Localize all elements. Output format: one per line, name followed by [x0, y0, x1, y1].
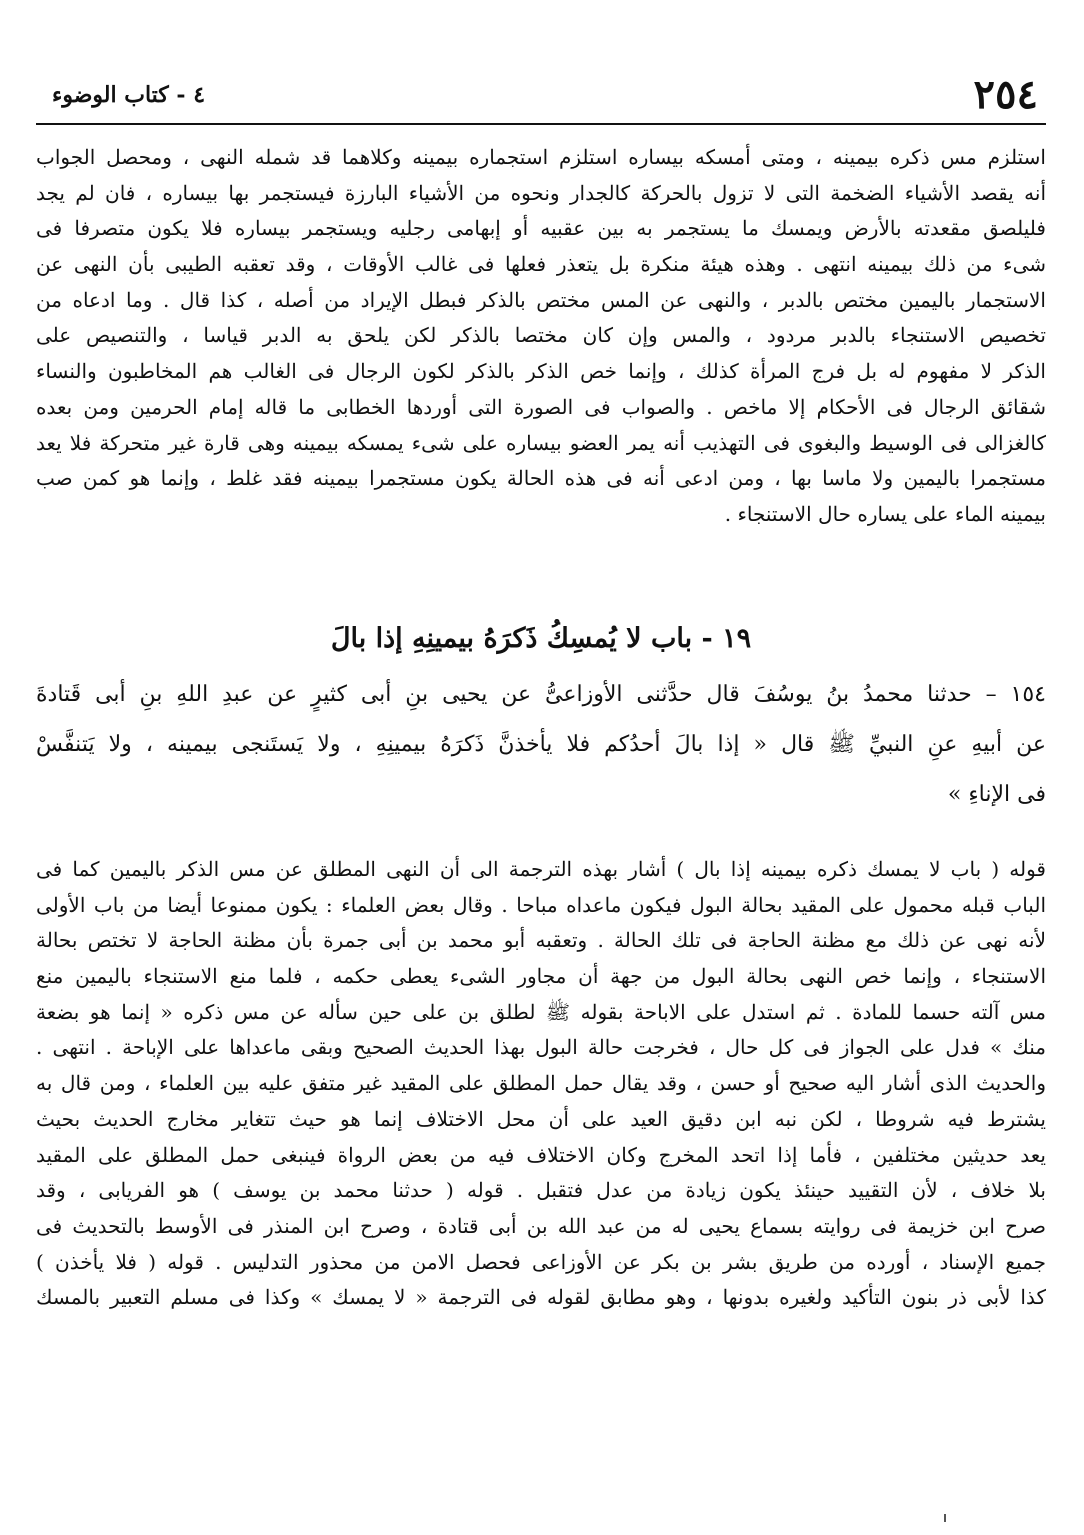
- text-line: أنه يقصد الأشياء الضخمة التى لا تزول بالحركة كالجدار ونحوه من الأشياء البارزة فيستجمر بها بيساره ، فان لم يجد: [36, 180, 1046, 205]
- text-line: مستجمرا باليمين ولا ماسا بها ، ومن ادعى أنه فى هذه الحالة يكون مستجمرا بيمينه فقد غلط ، وإنما هو كمن صب: [36, 466, 1046, 491]
- text-line: صرح ابن خزيمة فى روايته بسماع يحيى له من عبد الله بن أبى قتادة ، وصرح ابن المنذر فى الأوسط بالتحديث فى: [36, 1213, 1046, 1238]
- page-number: ٢٥٤: [973, 71, 1038, 118]
- header-rule: [36, 123, 1046, 125]
- text-line: بلا خلاف ، لأن التقييد حينئذ يكون زيادة من عدل فتقبل . قوله ( حدثنا محمد بن يوسف ) هو الفريابى ، وقد: [36, 1178, 1046, 1203]
- book-title: ٤ - كتاب الوضوء: [52, 82, 206, 108]
- text-line: استلزم مس ذكره بيمينه ، ومتى أمسكه بيساره استلزم استجماره بيمينه وكلاهما قد شمله النهى ، ومحصل الجواب: [36, 145, 1046, 169]
- text-line: مس آلته حسما للمادة . ثم استدل على الاباحة بقوله ﷺ لطلق بن على حين سأله عن مس ذكره « إنما هو بضعة: [36, 999, 1046, 1024]
- text-line: الاستنجاء ، وإنما خص النهى بحالة البول من جهة أن مجاور الشىء يعطى حكمه ، فلما منع الاستنجاء باليمين منع: [36, 964, 1046, 989]
- page-header: [36, 72, 1046, 122]
- text-line: يعد حديثين مختلفين ، فأما إذا اتحد المخرج وكان الاختلاف فيه من بعض الرواة فينبغى حمل المطلق على المقيد: [36, 1142, 1046, 1167]
- hadith-line: ١٥٤ – حدثنا محمدُ بنُ يوسُفَ قال حدَّثنى الأوزاعىُّ عن يحيى بنِ أبى كثيرٍ عن عبدِ اللهِ بنِ أبى قَتادةَ: [36, 682, 1046, 707]
- text-line: قوله ( باب لا يمسك ذكره بيمينه إذا بال ) أشار بهذه الترجمة الى أن النهى المطلق عن مس الذكر باليمين كما فى: [36, 857, 1046, 881]
- commentary-top: [36, 140, 1046, 533]
- print-mark: [944, 1514, 946, 1522]
- text-line: فليلصق مقعدته بالأرض ويمسك ما يستجمر به بين عقبيه أو إبهامى رجليه ويستجمر بيساره فلا يكون متصرفا فى: [36, 216, 1046, 241]
- hadith-line: عن أبيهِ عنِ النبيِّ ﷺ قال « إذا بالَ أحدُكم فلا يأخذنَّ ذَكرَهُ بيمينِهِ ، ولا يَستَنجى بيمينه ، ولا يَتنفَّسْ: [36, 732, 1046, 757]
- text-line: جميع الإسناد ، أورده من طريق بشر بن بكر عن الأوزاعى فحصل الامن من محذور التدليس . قوله ( فلا يأخذن ): [36, 1249, 1046, 1274]
- text-line: لأنه نهى عن ذلك مع مظنة الحاجة فى تلك الحالة . وتعقبه أبو محمد بن أبى جمرة بأن مظنة الحاجة لا تختص بحالة: [36, 928, 1046, 953]
- text-line: والحديث الذى أشار اليه صحيح أو حسن ، وقد يقال حمل المطلق على المقيد غير متفق عليه بين العلماء ، ومن قال به: [36, 1071, 1046, 1096]
- text-line: بيمينه الماء على يساره حال الاستنجاء .: [724, 501, 1046, 526]
- text-line: شقائق الرجال فى الأحكام إلا ماخص . والصواب فى الصورة التى أوردها الخطابى ما قاله إمام الحرمين ومن بعده: [36, 394, 1046, 419]
- hadith-text: [36, 670, 1046, 820]
- commentary-bottom: [36, 852, 1046, 1316]
- text-line: تخصيص الاستنجاء بالدبر مردود ، والمس وإن كان مختصا بالذكر لكن يلحق به الدبر قياسا ، والتنصيص على: [36, 323, 1046, 348]
- text-line: كذا لأبى ذر بنون التأكيد ولغيره بدونها ، وهو مطابق لقوله فى الترجمة « لا يمسك » وكذا فى مسلم التعبير بالمسك: [36, 1285, 1046, 1310]
- text-line: كالغزالى فى الوسيط والبغوى فى التهذيب أنه يمر العضو بيساره على شىء يمسكه بيمينه وهى قارة غير متحركة فلا يعد: [36, 430, 1046, 455]
- hadith-line: فى الإناءِ »: [947, 782, 1046, 807]
- chapter-heading: ١٩ - باب لا يُمسِكُ ذَكرَهُ بيمينِهِ إذا بالَ: [330, 623, 752, 654]
- text-line: الاستجمار باليمين مختص بالدبر ، والنهى عن المس مختص بالذكر فبطل الإيراد من أصله ، كذا قال . وما ادعاه من: [36, 287, 1046, 312]
- text-line: منك » فدل على الجواز فى كل حال ، فخرجت حالة البول بهذا الحديث الصحيح وبقى ماعداها على الإباحة . انتهى .: [36, 1035, 1046, 1060]
- text-line: شىء من ذلك بيمينه انتهى . وهذه هيئة منكرة بل يتعذر فعلها فى غالب الأوقات ، وقد تعقبه الطيبى بأن النهى عن: [36, 252, 1046, 277]
- text-line: الباب قبله محمول على المقيد بحالة البول فيكون ماعداه مباحا . وقال بعض العلماء : يكون ممنوعا أيضا من باب الأولى: [36, 892, 1046, 917]
- text-line: الذكر لا مفهوم له بل فرج المرأة كذلك ، وإنما خص الذكر بالذكر لكون الرجال فى الغالب هم المخاطبون والنساء: [36, 359, 1046, 384]
- text-line: يشترط فيه شروطا ، لكن نبه ابن دقيق العيد على أن محل الاختلاف إنما هو حيث تتغاير مخارج الحديث بحيث: [36, 1106, 1046, 1131]
